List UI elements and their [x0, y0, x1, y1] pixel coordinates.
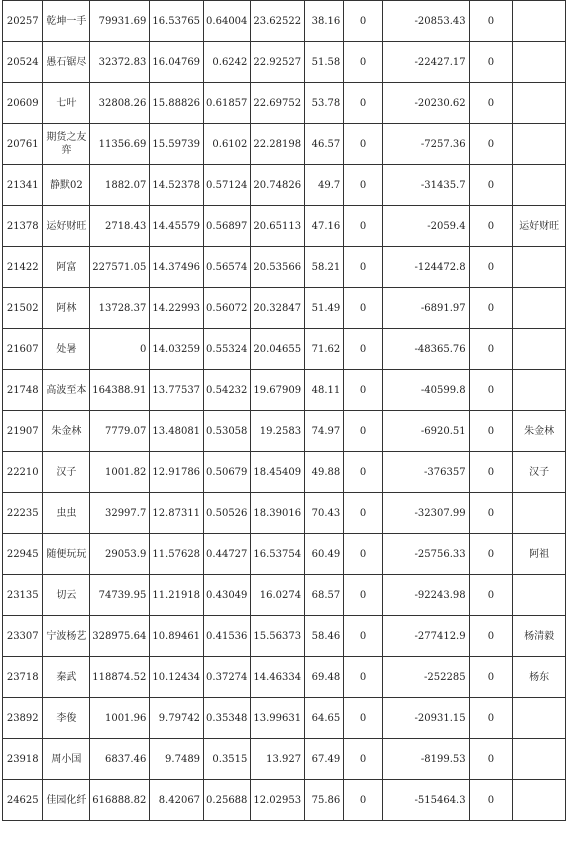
cell-col-6: 75.86 — [305, 780, 344, 821]
cell-col-3: 11.57628 — [150, 534, 204, 575]
table-row — [3, 493, 566, 534]
cell-col-8: -252285 — [382, 657, 469, 698]
cell-col-7: 0 — [344, 370, 383, 411]
cell-col-7: 0 — [344, 165, 383, 206]
cell-col-8: -92243.98 — [382, 575, 469, 616]
cell-col-8: -124472.8 — [382, 247, 469, 288]
cell-col-4: 0.53058 — [204, 411, 251, 452]
cell-remark: 朱金林 — [513, 411, 566, 452]
cell-remark: 运好财旺 — [513, 206, 566, 247]
cell-id: 23918 — [3, 739, 43, 780]
cell-funds: 1001.82 — [90, 452, 150, 493]
table-row — [3, 370, 566, 411]
cell-col-7: 0 — [344, 657, 383, 698]
cell-col-7: 0 — [344, 575, 383, 616]
cell-col-3: 14.45579 — [150, 206, 204, 247]
cell-col-8: -40599.8 — [382, 370, 469, 411]
cell-funds: 616888.82 — [90, 780, 150, 821]
cell-col-8: -7257.36 — [382, 124, 469, 165]
cell-remark: 杨东 — [513, 657, 566, 698]
cell-name: 静默02 — [43, 165, 90, 206]
table-row — [3, 1, 566, 42]
cell-funds: 7779.07 — [90, 411, 150, 452]
cell-col-4: 0.64004 — [204, 1, 251, 42]
data-table — [2, 0, 566, 821]
cell-id: 21502 — [3, 288, 43, 329]
cell-id: 21748 — [3, 370, 43, 411]
cell-funds: 29053.9 — [90, 534, 150, 575]
cell-col-8: -6891.97 — [382, 288, 469, 329]
cell-col-3: 14.22993 — [150, 288, 204, 329]
cell-col-9: 0 — [469, 124, 513, 165]
cell-col-7: 0 — [344, 124, 383, 165]
cell-remark — [513, 165, 566, 206]
cell-funds: 6837.46 — [90, 739, 150, 780]
table-row — [3, 575, 566, 616]
table-row — [3, 329, 566, 370]
cell-col-6: 38.16 — [305, 1, 344, 42]
cell-col-4: 0.6242 — [204, 42, 251, 83]
cell-col-9: 0 — [469, 534, 513, 575]
cell-col-6: 46.57 — [305, 124, 344, 165]
cell-remark — [513, 288, 566, 329]
cell-col-7: 0 — [344, 493, 383, 534]
cell-col-9: 0 — [469, 657, 513, 698]
cell-col-8: -6920.51 — [382, 411, 469, 452]
cell-remark — [513, 698, 566, 739]
table-row — [3, 247, 566, 288]
cell-col-7: 0 — [344, 83, 383, 124]
cell-col-9: 0 — [469, 83, 513, 124]
cell-col-5: 16.53754 — [251, 534, 305, 575]
cell-col-5: 22.69752 — [251, 83, 305, 124]
cell-funds: 32808.26 — [90, 83, 150, 124]
cell-col-6: 49.88 — [305, 452, 344, 493]
cell-remark: 杨清毅 — [513, 616, 566, 657]
cell-col-4: 0.50679 — [204, 452, 251, 493]
cell-col-3: 9.79742 — [150, 698, 204, 739]
cell-col-8: -32307.99 — [382, 493, 469, 534]
cell-id: 20609 — [3, 83, 43, 124]
cell-col-9: 0 — [469, 165, 513, 206]
cell-col-5: 20.32847 — [251, 288, 305, 329]
cell-col-5: 19.2583 — [251, 411, 305, 452]
cell-col-4: 0.56897 — [204, 206, 251, 247]
cell-funds: 1001.96 — [90, 698, 150, 739]
cell-col-4: 0.54232 — [204, 370, 251, 411]
cell-name: 切云 — [43, 575, 90, 616]
cell-col-4: 0.44727 — [204, 534, 251, 575]
cell-col-5: 18.39016 — [251, 493, 305, 534]
cell-col-5: 23.62522 — [251, 1, 305, 42]
cell-col-6: 58.21 — [305, 247, 344, 288]
cell-name: 运好财旺 — [43, 206, 90, 247]
cell-remark — [513, 83, 566, 124]
cell-col-3: 15.88826 — [150, 83, 204, 124]
cell-col-5: 20.04655 — [251, 329, 305, 370]
table-row — [3, 698, 566, 739]
table-row — [3, 288, 566, 329]
cell-funds: 13728.37 — [90, 288, 150, 329]
cell-col-6: 49.7 — [305, 165, 344, 206]
cell-funds: 118874.52 — [90, 657, 150, 698]
cell-col-8: -20853.43 — [382, 1, 469, 42]
cell-funds: 32372.83 — [90, 42, 150, 83]
cell-col-3: 12.87311 — [150, 493, 204, 534]
cell-col-8: -20931.15 — [382, 698, 469, 739]
cell-col-7: 0 — [344, 616, 383, 657]
cell-funds: 32997.7 — [90, 493, 150, 534]
cell-name: 阿林 — [43, 288, 90, 329]
cell-col-6: 47.16 — [305, 206, 344, 247]
cell-col-4: 0.35348 — [204, 698, 251, 739]
cell-col-4: 0.25688 — [204, 780, 251, 821]
cell-remark — [513, 42, 566, 83]
cell-funds: 79931.69 — [90, 1, 150, 42]
cell-col-3: 8.42067 — [150, 780, 204, 821]
cell-col-9: 0 — [469, 616, 513, 657]
cell-remark — [513, 370, 566, 411]
cell-col-6: 53.78 — [305, 83, 344, 124]
cell-col-6: 70.43 — [305, 493, 344, 534]
cell-name: 宁波杨艺 — [43, 616, 90, 657]
cell-remark — [513, 739, 566, 780]
cell-name: 周小国 — [43, 739, 90, 780]
cell-remark — [513, 493, 566, 534]
cell-id: 23307 — [3, 616, 43, 657]
cell-funds: 11356.69 — [90, 124, 150, 165]
cell-remark — [513, 780, 566, 821]
cell-remark — [513, 1, 566, 42]
cell-col-6: 74.97 — [305, 411, 344, 452]
cell-col-7: 0 — [344, 206, 383, 247]
table-row — [3, 657, 566, 698]
cell-remark — [513, 124, 566, 165]
cell-col-3: 11.21918 — [150, 575, 204, 616]
cell-col-7: 0 — [344, 411, 383, 452]
cell-id: 20524 — [3, 42, 43, 83]
cell-col-3: 14.03259 — [150, 329, 204, 370]
cell-col-9: 0 — [469, 411, 513, 452]
cell-funds: 2718.43 — [90, 206, 150, 247]
cell-col-4: 0.55324 — [204, 329, 251, 370]
cell-funds: 74739.95 — [90, 575, 150, 616]
cell-col-4: 0.56072 — [204, 288, 251, 329]
cell-name: 虫虫 — [43, 493, 90, 534]
cell-col-8: -277412.9 — [382, 616, 469, 657]
cell-funds: 227571.05 — [90, 247, 150, 288]
cell-col-7: 0 — [344, 780, 383, 821]
table-row — [3, 83, 566, 124]
cell-id: 22945 — [3, 534, 43, 575]
cell-name: 佳园化纤 — [43, 780, 90, 821]
cell-funds: 164388.91 — [90, 370, 150, 411]
cell-col-7: 0 — [344, 534, 383, 575]
cell-col-7: 0 — [344, 247, 383, 288]
cell-name: 愚石锯尽 — [43, 42, 90, 83]
cell-col-4: 0.57124 — [204, 165, 251, 206]
cell-col-9: 0 — [469, 575, 513, 616]
cell-col-5: 22.28198 — [251, 124, 305, 165]
cell-name: 期货之友弈 — [43, 124, 90, 165]
cell-name: 处暑 — [43, 329, 90, 370]
table-row — [3, 411, 566, 452]
cell-col-5: 12.02953 — [251, 780, 305, 821]
cell-col-4: 0.56574 — [204, 247, 251, 288]
table-row — [3, 739, 566, 780]
cell-col-7: 0 — [344, 739, 383, 780]
cell-col-4: 0.43049 — [204, 575, 251, 616]
cell-col-9: 0 — [469, 739, 513, 780]
cell-col-4: 0.3515 — [204, 739, 251, 780]
cell-col-5: 18.45409 — [251, 452, 305, 493]
cell-id: 23135 — [3, 575, 43, 616]
cell-col-3: 12.91786 — [150, 452, 204, 493]
cell-id: 21607 — [3, 329, 43, 370]
cell-col-3: 16.04769 — [150, 42, 204, 83]
cell-col-9: 0 — [469, 493, 513, 534]
cell-col-7: 0 — [344, 1, 383, 42]
cell-col-9: 0 — [469, 42, 513, 83]
cell-col-9: 0 — [469, 288, 513, 329]
cell-col-6: 58.46 — [305, 616, 344, 657]
cell-col-8: -22427.17 — [382, 42, 469, 83]
table-row — [3, 534, 566, 575]
table-row — [3, 165, 566, 206]
cell-col-3: 15.59739 — [150, 124, 204, 165]
table-row — [3, 452, 566, 493]
cell-col-7: 0 — [344, 452, 383, 493]
cell-remark — [513, 329, 566, 370]
cell-funds: 328975.64 — [90, 616, 150, 657]
cell-name: 朱金林 — [43, 411, 90, 452]
cell-col-8: -48365.76 — [382, 329, 469, 370]
cell-col-5: 13.99631 — [251, 698, 305, 739]
cell-col-9: 0 — [469, 698, 513, 739]
cell-id: 23892 — [3, 698, 43, 739]
cell-col-5: 15.56373 — [251, 616, 305, 657]
cell-col-5: 20.53566 — [251, 247, 305, 288]
cell-col-6: 67.49 — [305, 739, 344, 780]
cell-col-8: -376357 — [382, 452, 469, 493]
cell-col-3: 13.77537 — [150, 370, 204, 411]
cell-name: 随便玩玩 — [43, 534, 90, 575]
cell-col-6: 69.48 — [305, 657, 344, 698]
cell-col-3: 14.52378 — [150, 165, 204, 206]
cell-col-7: 0 — [344, 698, 383, 739]
cell-funds: 1882.07 — [90, 165, 150, 206]
cell-col-6: 51.49 — [305, 288, 344, 329]
cell-col-3: 14.37496 — [150, 247, 204, 288]
cell-col-5: 16.0274 — [251, 575, 305, 616]
cell-name: 汉子 — [43, 452, 90, 493]
cell-remark: 汉子 — [513, 452, 566, 493]
cell-col-6: 64.65 — [305, 698, 344, 739]
cell-col-8: -20230.62 — [382, 83, 469, 124]
table-row — [3, 42, 566, 83]
cell-col-5: 19.67909 — [251, 370, 305, 411]
cell-col-5: 22.92527 — [251, 42, 305, 83]
cell-col-8: -8199.53 — [382, 739, 469, 780]
cell-col-5: 14.46334 — [251, 657, 305, 698]
cell-col-4: 0.50526 — [204, 493, 251, 534]
table-row — [3, 616, 566, 657]
cell-col-5: 20.74826 — [251, 165, 305, 206]
cell-id: 22235 — [3, 493, 43, 534]
cell-col-7: 0 — [344, 288, 383, 329]
cell-remark — [513, 575, 566, 616]
cell-col-6: 68.57 — [305, 575, 344, 616]
cell-id: 20257 — [3, 1, 43, 42]
cell-name: 李俊 — [43, 698, 90, 739]
table-row — [3, 206, 566, 247]
cell-col-3: 9.7489 — [150, 739, 204, 780]
cell-id: 21341 — [3, 165, 43, 206]
cell-col-4: 0.6102 — [204, 124, 251, 165]
cell-col-8: -25756.33 — [382, 534, 469, 575]
cell-col-3: 10.12434 — [150, 657, 204, 698]
cell-col-9: 0 — [469, 370, 513, 411]
cell-col-6: 51.58 — [305, 42, 344, 83]
cell-col-3: 13.48081 — [150, 411, 204, 452]
cell-name: 高波至本 — [43, 370, 90, 411]
cell-col-3: 16.53765 — [150, 1, 204, 42]
cell-remark — [513, 247, 566, 288]
cell-id: 21378 — [3, 206, 43, 247]
table-row — [3, 780, 566, 821]
cell-name: 乾坤一手 — [43, 1, 90, 42]
cell-col-6: 48.11 — [305, 370, 344, 411]
cell-id: 24625 — [3, 780, 43, 821]
cell-col-6: 71.62 — [305, 329, 344, 370]
cell-col-4: 0.61857 — [204, 83, 251, 124]
cell-col-9: 0 — [469, 1, 513, 42]
cell-col-7: 0 — [344, 42, 383, 83]
cell-col-3: 10.89461 — [150, 616, 204, 657]
cell-col-8: -2059.4 — [382, 206, 469, 247]
cell-col-6: 60.49 — [305, 534, 344, 575]
cell-id: 21907 — [3, 411, 43, 452]
cell-col-7: 0 — [344, 329, 383, 370]
cell-col-9: 0 — [469, 452, 513, 493]
cell-id: 22210 — [3, 452, 43, 493]
cell-col-4: 0.37274 — [204, 657, 251, 698]
cell-col-5: 20.65113 — [251, 206, 305, 247]
table-row — [3, 124, 566, 165]
cell-name: 七叶 — [43, 83, 90, 124]
cell-col-8: -515464.3 — [382, 780, 469, 821]
cell-col-4: 0.41536 — [204, 616, 251, 657]
cell-funds: 0 — [90, 329, 150, 370]
cell-name: 阿富 — [43, 247, 90, 288]
cell-col-9: 0 — [469, 247, 513, 288]
cell-id: 21422 — [3, 247, 43, 288]
cell-remark: 阿祖 — [513, 534, 566, 575]
cell-col-8: -31435.7 — [382, 165, 469, 206]
cell-col-9: 0 — [469, 329, 513, 370]
cell-id: 20761 — [3, 124, 43, 165]
cell-name: 秦武 — [43, 657, 90, 698]
cell-col-5: 13.927 — [251, 739, 305, 780]
cell-col-9: 0 — [469, 206, 513, 247]
cell-col-9: 0 — [469, 780, 513, 821]
cell-id: 23718 — [3, 657, 43, 698]
